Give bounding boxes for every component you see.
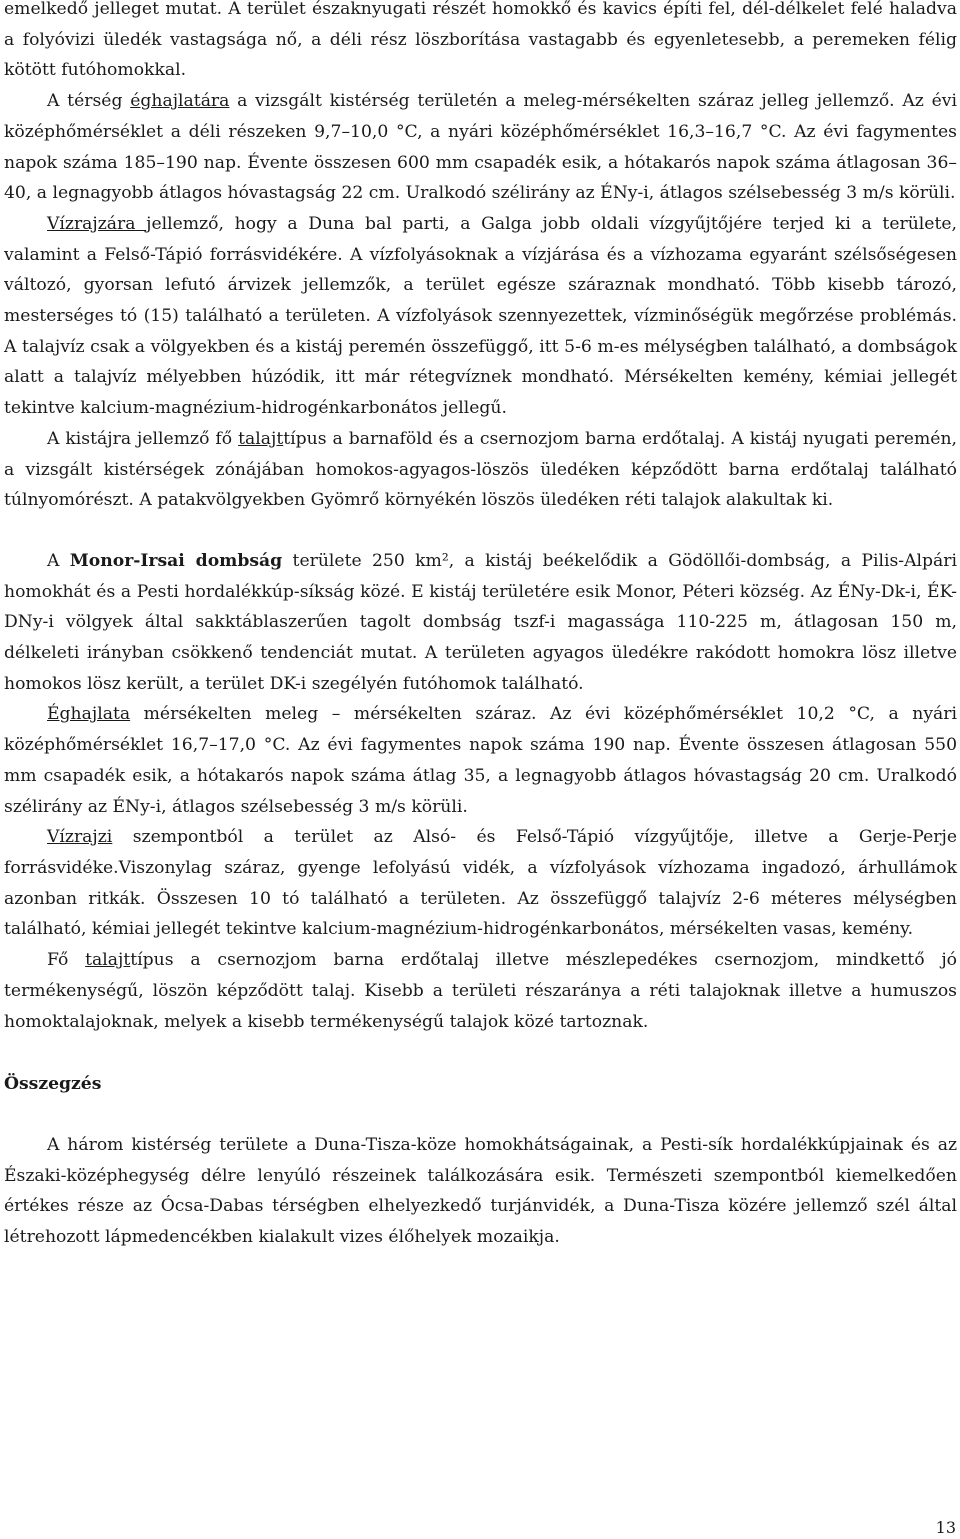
paragraph-soil-1 [4,424,957,516]
paragraph-monor-intro [4,546,957,700]
paragraph-soil-2 [4,945,957,1037]
underlined-term: Vízrajzi [47,827,113,848]
paragraph-water-2 [4,822,957,945]
underlined-term: talajt [238,428,284,449]
text-body: típus a csernozjom barna erdőtalaj illetve mészlepedékes csernozjom, mindkettő jó termékenységű, löszön képződött talaj. Kisebb a területi részaránya a réti talajoknak illetve a humuszos homoktalajoknak, melyek a kisebb termékenységű talajok közé tartoznak. [4,950,958,1032]
document-page [4,0,957,1253]
paragraph-climate-2 [4,699,957,822]
paragraph-intro: emelkedő jelleget mutat. A terület északnyugati részét homokkő és kavics építi fel, dél-délkelet felé haladva a folyóvizi üledék vastagsága nő, a déli rész löszborítása vastagabb és egyenletesebb, a peremeken félig kötött futóhomokkal. [4,0,957,81]
text-body: jellemző, hogy a Duna bal parti, a Galga jobb oldali vízgyűjtőjére terjed ki a területe, valamint a Felső-Tápió forrásvidékére. A vízfolyásoknak a vízjárása és a vízhozama egyaránt szélsőségesen változó, gyorsan lefutó árvizek jellemzők, a terület egésze száraznak mondható. Több kisebb tározó, mesterséges tó (15) található a területen. A vízfolyások szennyezettek, vízminőségük megőrzése problémás. A talajvíz csak a völgyekben és a kistáj peremén összefüggő, itt 5-6 m-es mélységben található, a dombságok alatt a talajvíz mélyebben húzódik, itt már rétegvíznek mondható. Mérsékelten kemény, kémiai jellegét tekintve kalcium-magnézium-hidrogénkarbonátos jellegű. [4,213,957,419]
underlined-term: Éghajlata [47,704,131,725]
underlined-term: talajt [85,950,131,971]
text-body: területe 250 km², a kistáj beékelődik a Gödöllői-dombság, a Pilis-Alpári homokhát és a Pesti hordalékkúp-síkság közé. E kistáj területére esik Monor, Péteri község. Az ÉNy-Dk-i, ÉK-DNy-i völgyek által sakktáblaszerűen tagolt dombság tszf-i magassága 110-225 m, átlagosan 150 m, délkeleti irányban csökkenő tendenciát mutat. A területen agyagos üledékre rakódott homokra lösz illetve homokos lösz került, a terület DK-i szegélyén futóhomok található. [4,550,957,694]
page-number: 13 [935,1518,956,1537]
region-name: Monor-Irsai dombság [69,550,283,571]
text-lead: A [47,550,70,571]
text-body: mérsékelten meleg – mérsékelten száraz. Az évi középhőmérséklet 10,2 °C, a nyári középhőmérséklet 16,7–17,0 °C. Az évi fagymentes napok száma 190 nap. Évente összesen átlagosan 550 mm csapadék esik, a hótakarós napok száma átlag 35, a legnagyobb átlagos hóvastagság 20 cm. Uralkodó szélirány az ÉNy-i, átlagos szélsebesség 3 m/s körüli. [4,704,957,817]
paragraph-water-1 [4,209,957,424]
paragraph-summary: A három kistérség területe a Duna-Tisza-köze homokhátságainak, a Pesti-sík hordalékkúpjainak és az Északi-középhegység délre lenyúló részeinek találkozására esik. Természeti szempontból kiemelkedően értékes része az Ócsa-Dabas térségben elhelyezkedő turjánvidék, a Duna-Tisza közére jellemző szél által létrehozott lápmedencékben kialakult vizes élőhelyek mozaikja. [4,1134,957,1248]
underlined-term: Vízrajzára [47,213,147,234]
section-heading: Összegzés [4,1074,102,1095]
text-body: típus a barnaföld és a csernozjom barna erdőtalaj. A kistáj nyugati peremén, a vizsgált kistérségek zónájában homokos-agyagos-löszös üledéken képződött barna erdőtalaj található túlnyomórészt. A patakvölgyekben Gyömrő környékén löszös üledéken réti talajok alakultak ki. [4,428,957,511]
paragraph-climate-1 [4,86,957,209]
text-lead: A térség [47,91,131,112]
text-body: a vizsgált kistérség területén a meleg-mérsékelten száraz jelleg jellemző. Az évi középhőmérséklet a déli részeken 9,7–10,0 °C, a nyári középhőmérséklet 16,3–16,7 °C. Az évi fagymentes napok száma 185–190 nap. Évente összesen 600 mm csapadék esik, a hótakarós napok száma átlagosan 36–40, a legnagyobb átlagos hóvastagság 22 cm. Uralkodó szélirány az ÉNy-i, átlagos szélsebesség 3 m/s körüli. [4,91,957,204]
text-lead: Fő [47,950,86,971]
text-lead: A kistájra jellemző fő [47,428,239,449]
text-body: szempontból a terület az Alsó- és Felső-Tápió vízgyűjtője, illetve a Gerje-Perje forrásvidéke.Viszonylag száraz, gyenge lefolyású vidék, a vízfolyások vízhozama ingadozó, árhullámok azonban ritkák. Összesen 10 tó található a területen. Az összefüggő talajvíz 2-6 méteres mélységben található, kémiai jellegét tekintve kalcium-magnézium-hidrogénkarbonátos, mérsékelten vasas, kemény. [4,827,957,940]
underlined-term: éghajlatára [130,91,230,112]
